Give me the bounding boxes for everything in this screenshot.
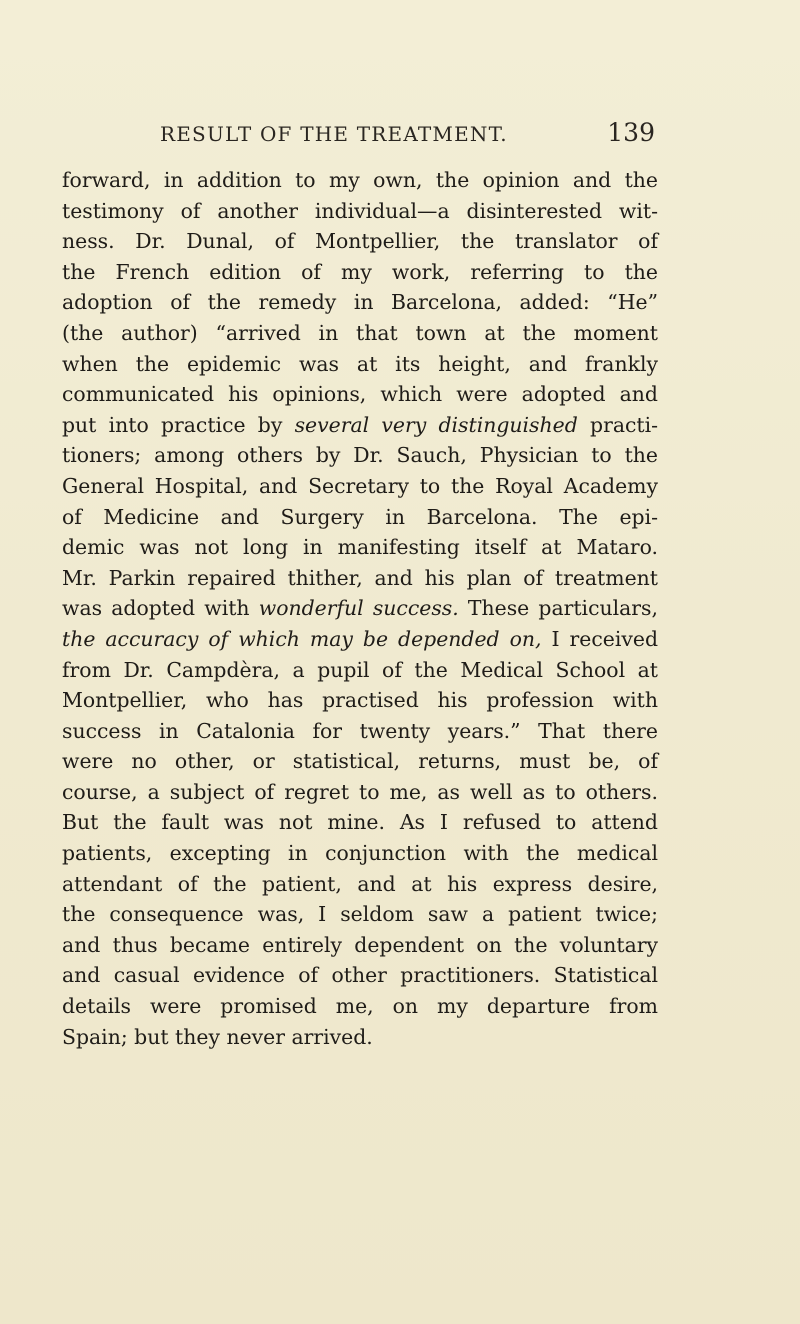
text-line: Montpellier, who has practised his profession with (62, 688, 658, 713)
running-title: RESULT OF THE TREATMENT. (160, 122, 508, 146)
text-line: demic was not long in manifesting itself at Mataro. (62, 535, 658, 560)
text-segment: I received (541, 626, 658, 651)
text-segment: put into practice by (62, 412, 295, 437)
text-line: (the author) “arrived in that town at the moment (62, 320, 658, 345)
text-segment: These particulars, (458, 596, 659, 621)
text-line: of Medicine and Surgery in Barcelona. The epi- (62, 504, 658, 529)
italic-phrase: wonderful success. (258, 596, 459, 621)
body-paragraph (62, 165, 658, 1052)
text-line: Spain; but they never arrived. (62, 1024, 373, 1049)
text-line: General Hospital, and Secretary to the Royal Academy (62, 473, 658, 498)
text-line: Mr. Parkin repaired thither, and his plan of treatment (62, 565, 658, 590)
running-head (160, 96, 655, 146)
italic-phrase: the accuracy of which may be depended on, (62, 626, 542, 651)
italic-phrase: several very distinguished (294, 412, 578, 437)
text-line: success in Catalonia for twenty years.” That there (62, 718, 658, 743)
text-line: adoption of the remedy in Barcelona, added: “He” (62, 290, 658, 315)
text-line (62, 593, 658, 624)
text-line: course, a subject of regret to me, as well as to others. (62, 779, 658, 804)
text-line (62, 410, 658, 441)
text-line: and casual evidence of other practitioners. Statistical (62, 963, 658, 988)
text-line (62, 624, 658, 655)
text-line: forward, in addition to my own, the opinion and the (62, 168, 658, 192)
text-line: when the epidemic was at its height, and frankly (62, 351, 658, 376)
text-line: the consequence was, I seldom saw a patient twice; (62, 902, 658, 927)
text-line: But the fault was not mine. As I refused to attend (62, 810, 658, 835)
text-line: ness. Dr. Dunal, of Montpellier, the translator of (62, 229, 658, 254)
text-line: testimony of another individual—a disinterested wit- (62, 198, 658, 223)
text-line: attendant of the patient, and at his express desire, (62, 871, 658, 896)
text-segment: was adopted with (62, 596, 259, 621)
text-line: from Dr. Campdèra, a pupil of the Medical School at (62, 657, 658, 682)
text-segment: practi- (577, 412, 658, 437)
text-line: tioners; among others by Dr. Sauch, Physician to the (62, 443, 658, 468)
text-line: patients, excepting in conjunction with the medical (62, 841, 658, 866)
text-line: were no other, or statistical, returns, must be, of (62, 749, 658, 774)
text-line: and thus became entirely dependent on the voluntary (62, 932, 658, 957)
text-line: communicated his opinions, which were adopted and (62, 382, 658, 407)
text-line: the French edition of my work, referring to the (62, 259, 658, 284)
text-line: details were promised me, on my departure from (62, 994, 658, 1019)
page-number: 139 (607, 118, 655, 147)
